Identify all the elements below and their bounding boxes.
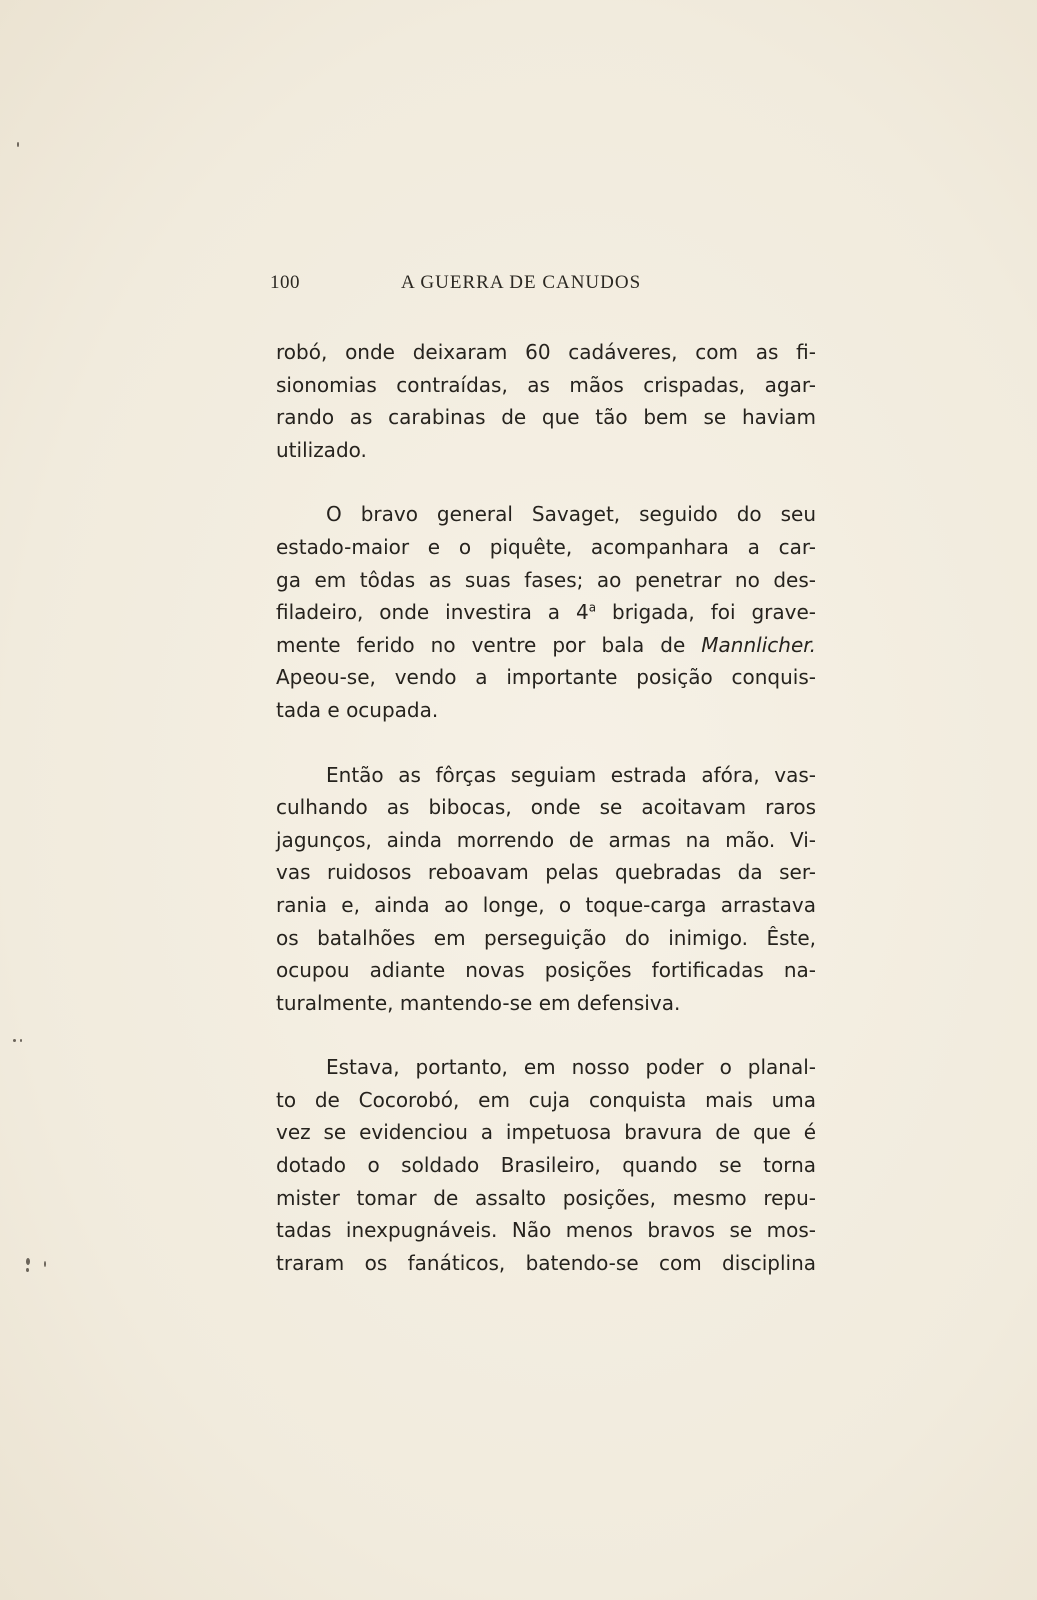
text-line: ga em tôdas as suas fases; ao penetrar no des-	[276, 567, 816, 592]
text-line: dotado o soldado Brasileiro, quando se torna	[276, 1153, 816, 1178]
text-line: tada e ocupada.	[276, 697, 439, 722]
text-line: ocupou adiante novas posições fortificadas na-	[276, 958, 816, 983]
paper-speck	[13, 1039, 16, 1042]
ordinal-superscript: a	[588, 600, 597, 615]
text-line: Então as fôrças seguiam estrada afóra, vas-	[326, 762, 816, 787]
paper-speck	[17, 142, 19, 147]
text-line: sionomias contraídas, as mãos crispadas, agar-	[276, 372, 816, 397]
page-number: 100	[270, 272, 300, 293]
text-fragment: mente ferido no ventre por bala de	[276, 632, 702, 657]
text-line: mister tomar de assalto posições, mesmo repu-	[276, 1185, 816, 1210]
paragraph-4	[276, 1051, 816, 1279]
paragraph-2	[276, 498, 816, 726]
paper-speck	[26, 1258, 30, 1265]
text-line: vas ruidosos reboavam pelas quebradas da ser-	[276, 860, 816, 885]
text-line: jagunços, ainda morrendo de armas na mão. Vi-	[276, 827, 816, 852]
text-line: culhando as bibocas, onde se acoitavam raros	[276, 795, 816, 820]
text-line	[276, 629, 816, 662]
text-line: vez se evidenciou a impetuosa bravura de que é	[276, 1120, 816, 1145]
text-line: rania e, ainda ao longe, o toque-carga arrastava	[276, 892, 816, 917]
paper-speck	[20, 1039, 22, 1042]
text-fragment: filadeiro, onde investira a 4	[276, 600, 589, 625]
book-title: A GUERRA DE CANUDOS	[401, 272, 642, 293]
italic-term: Mannlicher.	[701, 632, 816, 657]
body-text	[276, 336, 816, 1311]
paragraph-3	[276, 759, 816, 1020]
text-line: estado-maior e o piquête, acompanhara a car-	[276, 534, 816, 559]
paragraph-1	[276, 336, 816, 466]
text-line: O bravo general Savaget, seguido do seu	[326, 502, 816, 527]
text-line: os batalhões em perseguição do inimigo. Êste,	[276, 925, 816, 950]
paper-speck	[44, 1261, 46, 1267]
running-head	[270, 272, 690, 302]
text-line: rando as carabinas de que tão bem se haviam	[276, 405, 816, 430]
text-line: Estava, portanto, em nosso poder o planal-	[326, 1055, 816, 1080]
text-line: utilizado.	[276, 437, 367, 462]
paper-speck	[26, 1268, 29, 1272]
text-line: tadas inexpugnáveis. Não menos bravos se mos-	[276, 1218, 816, 1243]
text-line	[276, 596, 816, 629]
text-line: turalmente, mantendo-se em defensiva.	[276, 990, 681, 1015]
text-line: robó, onde deixaram 60 cadáveres, com as fi-	[276, 340, 816, 364]
text-line: traram os fanáticos, batendo-se com disciplina	[276, 1250, 816, 1275]
text-line: to de Cocorobó, em cuja conquista mais uma	[276, 1087, 816, 1112]
text-fragment: brigada, foi grave-	[596, 600, 817, 625]
text-line: Apeou-se, vendo a importante posição conquis-	[276, 665, 816, 690]
